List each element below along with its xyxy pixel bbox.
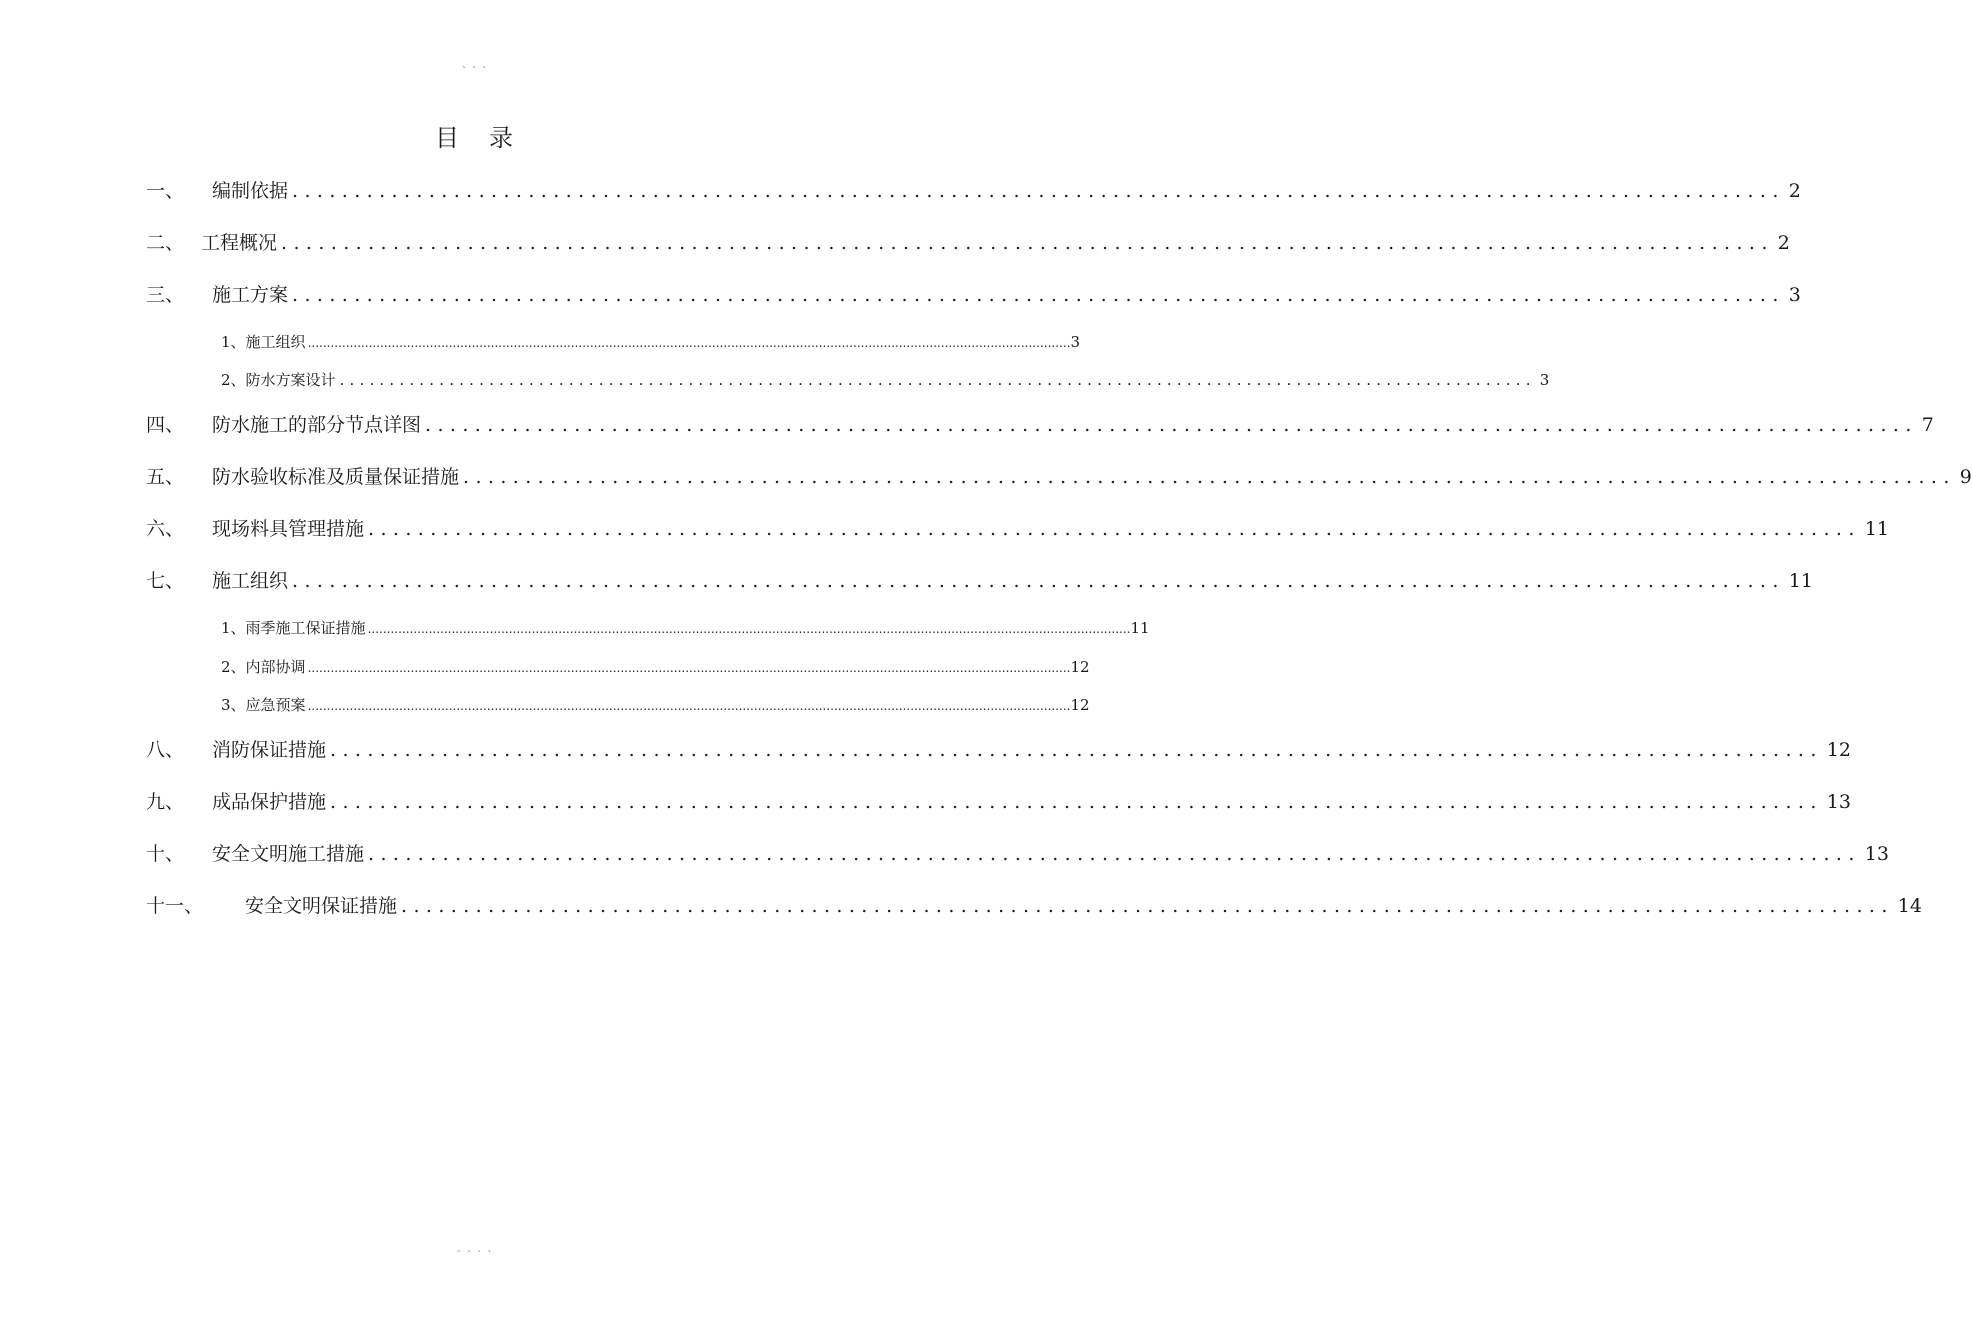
toc-subentry[interactable] <box>221 656 1090 677</box>
toc-leader: ........................................................................................................................ <box>281 232 1774 254</box>
toc-entry[interactable] <box>146 514 1889 541</box>
toc-page: 11 <box>1864 518 1889 540</box>
toc-page: 2 <box>1777 232 1790 254</box>
toc-page: 7 <box>1921 414 1934 436</box>
toc-title: 防水方案设计 <box>245 371 336 389</box>
toc-entry[interactable] <box>146 410 1934 437</box>
toc-title: 应急预案 <box>245 696 306 714</box>
toc-entry[interactable] <box>146 462 1972 489</box>
toc-page: 3 <box>1788 284 1801 306</box>
toc-title: 编制依据 <box>212 180 289 202</box>
toc-number: 3、 <box>221 696 246 714</box>
toc-number: 四、 <box>146 414 185 436</box>
toc-leader: ........................................................................................................................ <box>292 570 1785 592</box>
toc-title: 成品保护措施 <box>212 791 327 813</box>
toc-number: 2、 <box>221 371 246 389</box>
toc-number: 1、 <box>221 619 246 637</box>
toc-page: 14 <box>1897 895 1922 917</box>
toc-leader: ........................................................................................................................ <box>292 180 1785 202</box>
toc-leader: ........................................................................................................................ <box>425 414 1918 436</box>
toc-entry[interactable] <box>146 787 1851 814</box>
toc-entry[interactable] <box>146 176 1801 203</box>
toc-number: 1、 <box>221 333 246 351</box>
toc-title: 防水施工的部分节点详图 <box>212 414 422 436</box>
toc-leader: ........................................................................................................................ <box>463 466 1956 488</box>
toc-number: 九、 <box>146 791 185 813</box>
toc-number: 五、 <box>146 466 185 488</box>
toc-page: 13 <box>1864 843 1889 865</box>
toc-entry[interactable] <box>146 891 1922 918</box>
toc-page: 3 <box>1539 371 1550 389</box>
toc-page: 12 <box>1826 739 1851 761</box>
title-char-2: 录 <box>489 124 515 152</box>
toc-leader: ........................................................................................................................................................................................................ <box>307 699 1071 713</box>
toc-number: 十一、 <box>146 895 204 917</box>
title-char-1: 目 <box>435 124 461 152</box>
toc-number: 七、 <box>146 570 185 592</box>
toc-number: 六、 <box>146 518 185 540</box>
toc-title: 现场料具管理措施 <box>212 518 365 540</box>
toc-leader: ........................................................................................................................ <box>330 739 1823 761</box>
toc-page: 13 <box>1826 791 1851 813</box>
toc-leader: ........................................................................................................................................................................................................ <box>367 622 1131 636</box>
toc-leader: ........................................................................................................................................................................................................ <box>307 661 1071 675</box>
toc-entry[interactable] <box>146 839 1889 866</box>
toc-number: 二、 <box>146 232 185 254</box>
toc-number: 八、 <box>146 739 185 761</box>
toc-title: 雨季施工保证措施 <box>245 619 366 637</box>
toc-page: 12 <box>1070 658 1090 676</box>
toc-entry[interactable] <box>146 735 1851 762</box>
toc-title: 内部协调 <box>245 658 306 676</box>
toc-leader: ........................................................................................................................ <box>339 371 1536 389</box>
toc-title: 施工组织 <box>245 333 306 351</box>
toc-leader: ........................................................................................................................ <box>368 843 1861 865</box>
toc-leader: ........................................................................................................................ <box>330 791 1823 813</box>
toc-entry[interactable] <box>146 228 1790 255</box>
toc-title: 施工方案 <box>212 284 289 306</box>
toc-subentry[interactable] <box>221 694 1090 715</box>
toc-page: 12 <box>1070 696 1090 714</box>
footer-mark: ` ` ` ` <box>456 1250 494 1261</box>
toc-entry[interactable] <box>146 566 1813 593</box>
toc-number: 三、 <box>146 284 185 306</box>
toc-leader: ........................................................................................................................ <box>292 284 1785 306</box>
toc-leader: ........................................................................................................................ <box>368 518 1861 540</box>
toc-subentry[interactable] <box>221 369 1550 390</box>
toc-title: 防水验收标准及质量保证措施 <box>212 466 460 488</box>
toc-title: 安全文明保证措施 <box>245 895 398 917</box>
toc-page: 3 <box>1070 333 1080 351</box>
toc-number: 2、 <box>221 658 246 676</box>
toc-page: 11 <box>1788 570 1813 592</box>
toc-title: 消防保证措施 <box>212 739 327 761</box>
toc-number: 十、 <box>146 843 185 865</box>
toc-title: 施工组织 <box>212 570 289 592</box>
toc-leader: ........................................................................................................................ <box>401 895 1894 917</box>
toc-subentry[interactable] <box>221 617 1150 638</box>
toc-number: 一、 <box>146 180 185 202</box>
toc-entry[interactable] <box>146 280 1801 307</box>
toc-page: 9 <box>1959 466 1972 488</box>
toc-title: 安全文明施工措施 <box>212 843 365 865</box>
toc-subentry[interactable] <box>221 331 1080 352</box>
toc-title: 工程概况 <box>201 232 278 254</box>
header-mark: ` ` ` <box>461 66 489 77</box>
toc-leader: ........................................................................................................................................................................................................ <box>307 336 1071 350</box>
toc-page: 2 <box>1788 180 1801 202</box>
toc-page: 11 <box>1130 619 1150 637</box>
